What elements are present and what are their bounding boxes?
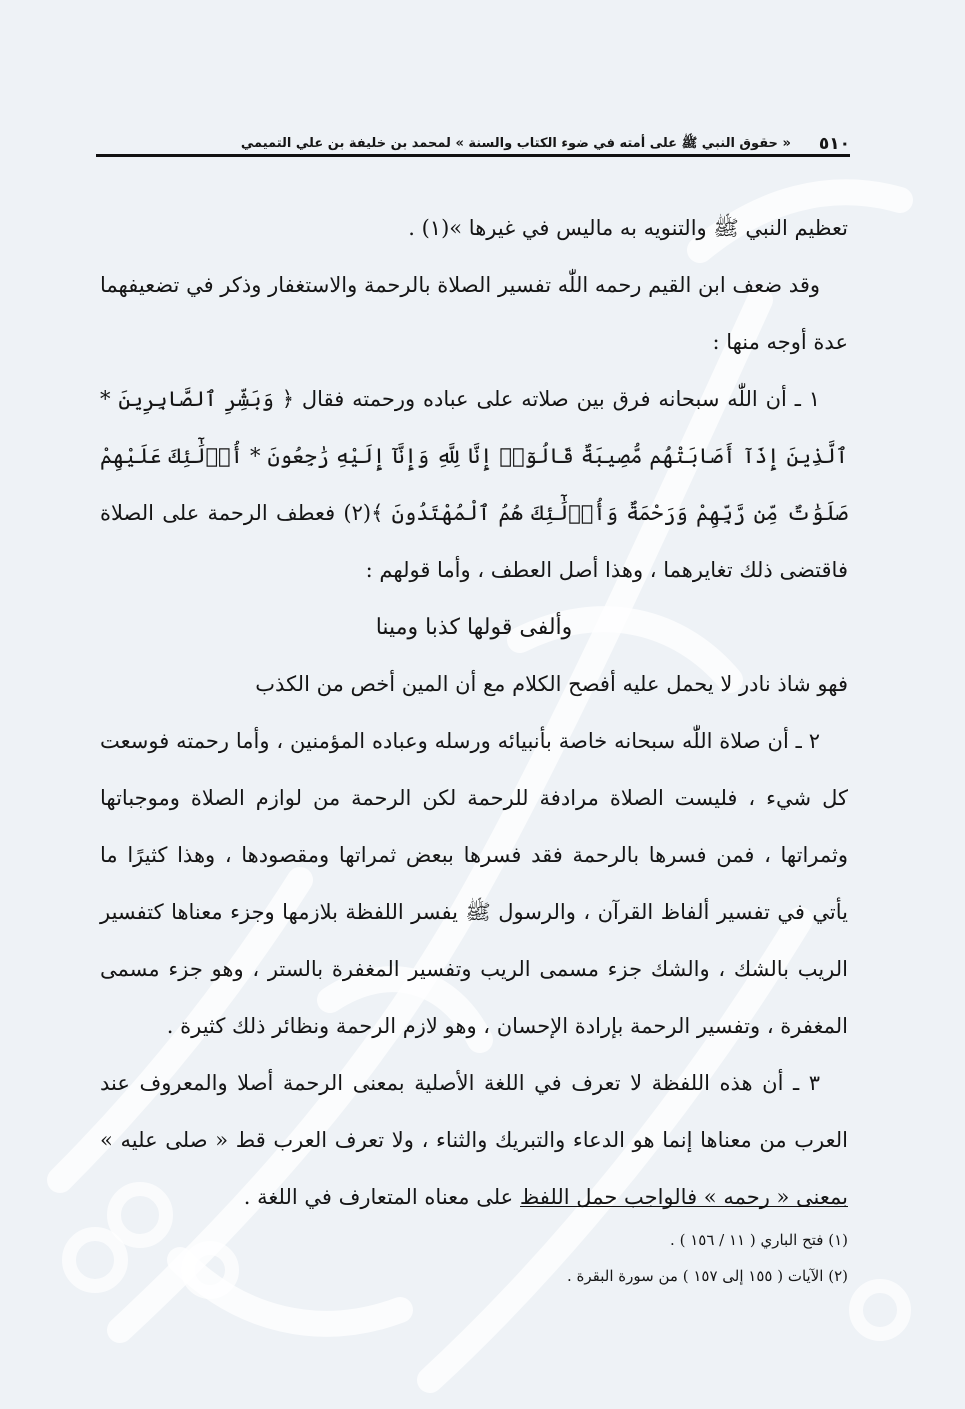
- running-title: « حقوق النبي ﷺ على أمته في ضوء الكتاب والسنة » لمحمد بن خليفة بن علي التميمي: [240, 136, 791, 151]
- footnote: (٢) الآيات ( ١٥٥ إلى ١٥٧ ) من سورة البقرة .: [567, 1267, 848, 1285]
- paragraph: وقد ضعف ابن القيم رحمه اللّٰه تفسير الصلاة بالرحمة والاستغفار وذكر في تضعيفهما عدة أوجه منها :: [100, 273, 848, 354]
- running-header: [96, 118, 850, 154]
- page-number: ٥١٠: [818, 134, 850, 154]
- footnotes: [100, 1222, 848, 1294]
- footnote-rule: [520, 1206, 848, 1207]
- paragraph: فهو شاذ نادر لا يحمل عليه أفصح الكلام مع أن المين أخص من الكذب: [255, 672, 848, 696]
- footnote: (١) فتح الباري ( ١١ / ١٥٦ ) .: [670, 1231, 848, 1249]
- paragraph: ٣ ـ أن هذه اللفظة لا تعرف في اللغة الأصلية بمعنى الرحمة أصلا والمعروف عند العرب من معناها إنما هو الدعاء والتبريك والثناء ، ولا تعرف العرب قط « صلى عليه » بمعنى « رحمه » فالواجب حمل اللفظ على معناه المتعارف في اللغة .: [100, 1071, 848, 1209]
- poetry-verse: وألفى قولها كذبا ومينا: [375, 615, 573, 640]
- quran-quote: ﴿ وَبَشِّرِ ٱلصَّابِرِينَ * ٱلَّذِينَ إِذَآ أَصَابَتْهُم مُّصِيبَةٌ قَالُوٓا۟ إِنَّا لِلَّهِ وَإِنَّآ إِلَيْهِ رَٰجِعُونَ * أُو۟لَٰٓئِكَ عَلَيْهِمْ صَلَوَٰتٌ مِّن رَّبِّهِمْ وَرَحْمَةٌ وَأُو۟لَٰٓئِكَ هُمُ ٱلْمُهْتَدُونَ ﴾(٢): [100, 387, 848, 525]
- header-rule: [96, 154, 850, 157]
- paragraph: [100, 371, 848, 599]
- main-text: [100, 200, 848, 1226]
- paragraph: ٢ ـ أن صلاة اللّٰه سبحانه خاصة بأنبيائه ورسله وعباده المؤمنين ، وأما رحمته فوسعت كل شيء ، فليست الصلاة مرادفة للرحمة لكن الرحمة من لوازم الصلاة وموجباتها وثمراتها ، فمن فسرها بالرحمة فقد فسرها ببعض ثمراتها ومقصودها ، وهذا كثيرًا ما يأتي في تفسير ألفاظ القرآن ، والرسول ﷺ يفسر اللفظة بلازمها وجزء معناها كتفسير الريب بالشك ، والشك جزء مسمى الريب وتفسير المغفرة بالستر ، وهو جزء مسمى المغفرة ، وتفسير الرحمة بإرادة الإحسان ، وهو لازم الرحمة ونظائر ذلك كثيرة .: [100, 729, 848, 1038]
- paragraph: تعظيم النبي ﷺ والتنويه به ماليس في غيرها »(١) .: [408, 216, 848, 240]
- paragraph-text: فعطف الرحمة على الصلاة فاقتضى ذلك تغايرهما ، وهذا أصل العطف ، وأما قولهم :: [100, 501, 848, 582]
- paragraph-text: ١ ـ أن اللّٰه سبحانه فرق بين صلاته على عباده ورحمته فقال: [301, 387, 820, 411]
